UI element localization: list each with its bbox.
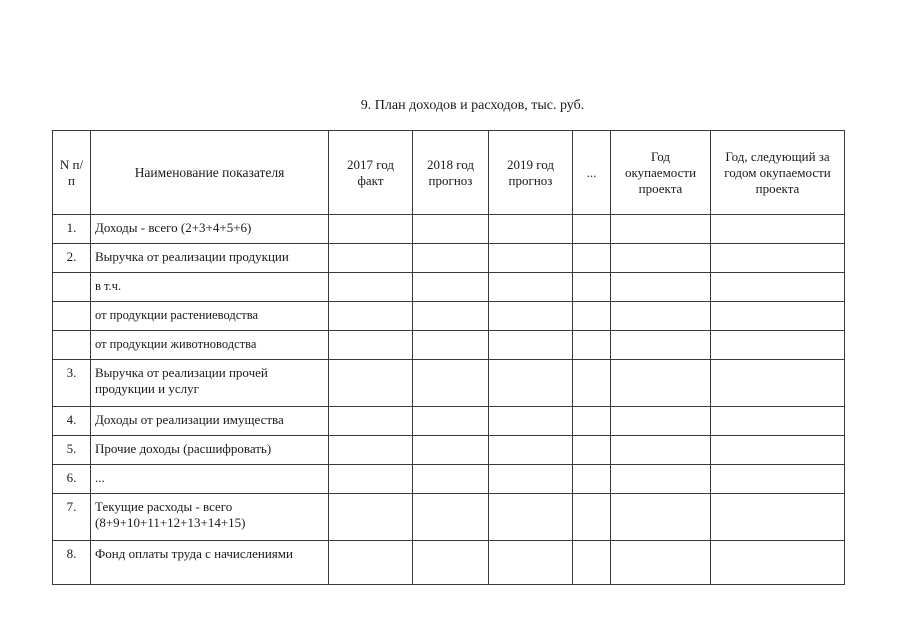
header-num: N п/п <box>53 131 91 215</box>
cell-ellipsis[interactable] <box>573 273 611 302</box>
cell-after-payback[interactable] <box>711 273 845 302</box>
cell-2019[interactable] <box>489 244 573 273</box>
cell-2018[interactable] <box>413 302 489 331</box>
cell-after-payback[interactable] <box>711 494 845 541</box>
header-indicator: Наименование показателя <box>91 131 329 215</box>
header-2018: 2018 год прогноз <box>413 131 489 215</box>
table-row <box>53 215 845 244</box>
cell-payback[interactable] <box>611 302 711 331</box>
cell-2018[interactable] <box>413 494 489 541</box>
table-header-row <box>53 131 845 215</box>
cell-2019[interactable] <box>489 302 573 331</box>
row-name: Выручка от реализации продукции <box>91 244 329 273</box>
cell-payback[interactable] <box>611 541 711 585</box>
cell-2019[interactable] <box>489 407 573 436</box>
cell-after-payback[interactable] <box>711 465 845 494</box>
row-name: Доходы - всего (2+3+4+5+6) <box>91 215 329 244</box>
row-name: от продукции растениеводства <box>91 302 329 331</box>
header-payback-year: Год окупаемости проекта <box>611 131 711 215</box>
header-2019: 2019 год прогноз <box>489 131 573 215</box>
cell-2019[interactable] <box>489 494 573 541</box>
row-num: 5. <box>53 436 91 465</box>
row-num: 8. <box>53 541 91 585</box>
table-row <box>53 494 845 541</box>
header-after-payback-year: Год, следующий за годом окупаемости проекта <box>711 131 845 215</box>
cell-2017[interactable] <box>329 494 413 541</box>
table-row <box>53 465 845 494</box>
cell-ellipsis[interactable] <box>573 407 611 436</box>
cell-2018[interactable] <box>413 465 489 494</box>
page-title: 9. План доходов и расходов, тыс. руб. <box>360 98 585 113</box>
table-row <box>53 331 845 360</box>
cell-2017[interactable] <box>329 273 413 302</box>
cell-2017[interactable] <box>329 360 413 407</box>
cell-2019[interactable] <box>489 465 573 494</box>
header-2017: 2017 год факт <box>329 131 413 215</box>
row-name: Текущие расходы - всего (8+9+10+11+12+13+14+15) <box>91 494 329 541</box>
cell-payback[interactable] <box>611 215 711 244</box>
cell-payback[interactable] <box>611 244 711 273</box>
cell-ellipsis[interactable] <box>573 244 611 273</box>
row-num: 2. <box>53 244 91 273</box>
header-ellipsis: ... <box>573 131 611 215</box>
cell-2017[interactable] <box>329 436 413 465</box>
cell-after-payback[interactable] <box>711 407 845 436</box>
cell-2017[interactable] <box>329 541 413 585</box>
cell-2019[interactable] <box>489 360 573 407</box>
table-row <box>53 541 845 585</box>
cell-2018[interactable] <box>413 244 489 273</box>
row-name: в т.ч. <box>91 273 329 302</box>
cell-payback[interactable] <box>611 494 711 541</box>
row-name: Фонд оплаты труда с начислениями <box>91 541 329 585</box>
cell-2018[interactable] <box>413 407 489 436</box>
row-num: 4. <box>53 407 91 436</box>
cell-after-payback[interactable] <box>711 244 845 273</box>
cell-2017[interactable] <box>329 465 413 494</box>
cell-ellipsis[interactable] <box>573 465 611 494</box>
cell-2017[interactable] <box>329 215 413 244</box>
table-row <box>53 273 845 302</box>
row-name: Прочие доходы (расшифровать) <box>91 436 329 465</box>
cell-after-payback[interactable] <box>711 331 845 360</box>
row-num: 6. <box>53 465 91 494</box>
table-row <box>53 302 845 331</box>
cell-2019[interactable] <box>489 215 573 244</box>
cell-2017[interactable] <box>329 244 413 273</box>
cell-2018[interactable] <box>413 273 489 302</box>
row-name: Выручка от реализации прочей продукции и услуг <box>91 360 329 407</box>
cell-2019[interactable] <box>489 541 573 585</box>
table-row <box>53 407 845 436</box>
row-num: 7. <box>53 494 91 541</box>
cell-2019[interactable] <box>489 331 573 360</box>
cell-payback[interactable] <box>611 273 711 302</box>
row-name: ... <box>91 465 329 494</box>
income-expense-table <box>52 130 845 585</box>
cell-ellipsis[interactable] <box>573 215 611 244</box>
row-num: 3. <box>53 360 91 407</box>
table-row <box>53 244 845 273</box>
cell-ellipsis[interactable] <box>573 331 611 360</box>
row-num <box>53 331 91 360</box>
cell-ellipsis[interactable] <box>573 436 611 465</box>
cell-after-payback[interactable] <box>711 302 845 331</box>
cell-2017[interactable] <box>329 407 413 436</box>
row-name: от продукции животноводства <box>91 331 329 360</box>
row-num <box>53 273 91 302</box>
cell-2018[interactable] <box>413 331 489 360</box>
cell-ellipsis[interactable] <box>573 302 611 331</box>
row-num: 1. <box>53 215 91 244</box>
cell-payback[interactable] <box>611 331 711 360</box>
cell-2018[interactable] <box>413 215 489 244</box>
cell-ellipsis[interactable] <box>573 360 611 407</box>
cell-2019[interactable] <box>489 273 573 302</box>
row-name: Доходы от реализации имущества <box>91 407 329 436</box>
cell-2017[interactable] <box>329 302 413 331</box>
cell-payback[interactable] <box>611 436 711 465</box>
cell-payback[interactable] <box>611 465 711 494</box>
cell-2018[interactable] <box>413 436 489 465</box>
row-num <box>53 302 91 331</box>
cell-2017[interactable] <box>329 331 413 360</box>
cell-2019[interactable] <box>489 436 573 465</box>
cell-payback[interactable] <box>611 407 711 436</box>
table-row <box>53 360 845 407</box>
cell-ellipsis[interactable] <box>573 541 611 585</box>
cell-after-payback[interactable] <box>711 215 845 244</box>
cell-after-payback[interactable] <box>711 541 845 585</box>
cell-payback[interactable] <box>611 360 711 407</box>
cell-after-payback[interactable] <box>711 360 845 407</box>
cell-after-payback[interactable] <box>711 436 845 465</box>
cell-ellipsis[interactable] <box>573 494 611 541</box>
table-row <box>53 436 845 465</box>
cell-2018[interactable] <box>413 360 489 407</box>
cell-2018[interactable] <box>413 541 489 585</box>
